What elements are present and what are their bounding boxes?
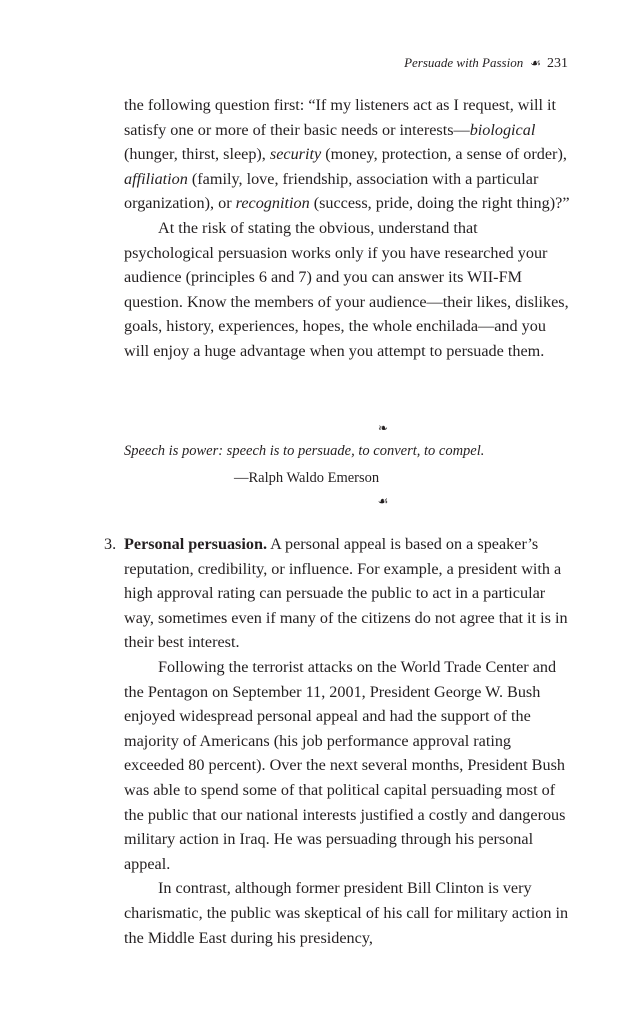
section-heading: Personal persuasion.	[124, 535, 268, 553]
fleuron-bottom-icon: ☙	[377, 494, 389, 508]
main-text	[124, 93, 570, 364]
page-number: 231	[547, 56, 568, 71]
paragraph-clinton: In contrast, although former president Bill Clinton is very charismatic, the public was skeptical of his call for military action in the Middle East during his presidency,	[124, 879, 569, 947]
paragraph-audience: At the risk of stating the obvious, understand that psychological persuasion works only if you have researched your audience (principles 6 and 7) and you can answer its WII-FM question. Know the members of your audience—their likes, dislikes, goals, history, experiences, hopes, the whole enchilada—and you will enjoy a huge advantage when you attempt to persuade them.	[124, 218, 569, 360]
fleuron-icon: ☙	[530, 56, 541, 70]
fleuron-top-icon: ❧	[377, 421, 389, 435]
list-number: 3.	[104, 535, 117, 553]
running-head	[404, 55, 568, 72]
emphasis-biological: biological	[469, 120, 536, 139]
emphasis-affiliation: affiliation	[124, 169, 188, 188]
epigraph-quote: Speech is power: speech is to persuade, to convert, to compel.	[124, 443, 485, 459]
running-title: Persuade with Passion	[404, 55, 524, 70]
section-personal-persuasion	[104, 532, 570, 950]
emphasis-security: security	[269, 145, 322, 164]
continued-paragraph: the following question first: “If my listeners act as I request, will it satisfy one or more of their basic needs or interests—biological (hunger, thirst, sleep), security (money, protection, a sense of order), affiliation (family, love, friendship, association with a particular organization), or recognition (success, pride, doing the right thing)?”	[124, 96, 570, 213]
emphasis-recognition: recognition	[235, 194, 310, 213]
epigraph-block	[124, 420, 570, 509]
paragraph-bush: Following the terrorist attacks on the World Trade Center and the Pentagon on September 11, 2001, President George W. Bush enjoyed widespread personal appeal and had the support of the majority of Americans (his job performance approval rating exceeded 80 percent). Over the next several months, President Bush was able to spend some of that political capital persuading most of the public that our national interests justified a costly and dangerous military action in Iraq. He was persuading through his personal appeal.	[124, 657, 566, 873]
epigraph-attribution: —Ralph Waldo Emerson	[234, 470, 380, 486]
section-intro-paragraph: Personal persuasion. A personal appeal is based on a speaker’s reputation, credibility, or influence. For example, a president with a high approval rating can persuade the public to act in a particular way, sometimes even if many of the citizens do not agree that it is in their best interest.	[124, 535, 568, 652]
